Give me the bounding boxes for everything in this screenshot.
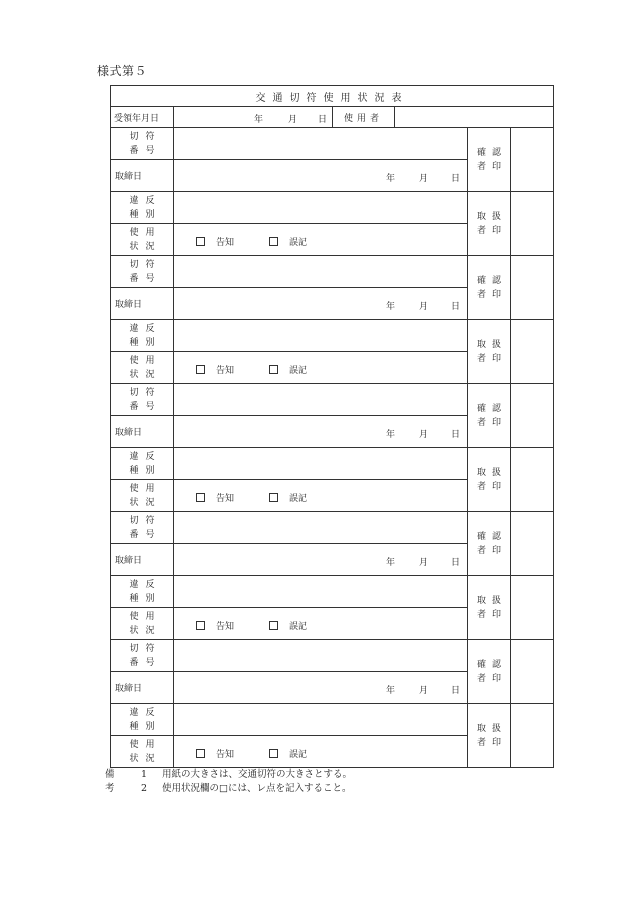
label-char: 用 (145, 355, 155, 366)
ticket-number-field[interactable] (174, 384, 468, 416)
confirmer-seal-label-line (468, 274, 510, 288)
label-char: 番 (129, 657, 139, 668)
label-char: 切 (129, 515, 139, 526)
month-label: 月 (419, 302, 429, 312)
user-field[interactable] (395, 107, 554, 128)
ticket-number-label-line (111, 144, 173, 158)
label-char: 印 (491, 225, 501, 236)
violation-type-label-line (111, 322, 173, 336)
label-char: 種 (129, 337, 139, 348)
received-month-label: 月 (288, 115, 298, 125)
ticket-number-label (111, 128, 174, 160)
label-char: 確 (476, 147, 486, 158)
violation-type-label-line (111, 464, 173, 478)
confirmer-seal-field[interactable] (511, 512, 554, 576)
handler-seal-field[interactable] (511, 448, 554, 512)
label-char: 切 (129, 259, 139, 270)
day-label: 日 (451, 558, 461, 568)
confirmer-seal-label-line (468, 658, 510, 672)
label-char: 状 (129, 625, 139, 636)
handler-seal-label-line (468, 210, 510, 224)
notify-option[interactable] (196, 619, 234, 632)
label-char: 反 (145, 451, 155, 462)
label-char: 者 (476, 289, 486, 300)
note-text: 用紙の大きさは、交通切符の大きさとする。 (162, 769, 353, 780)
label-char: 取 (476, 723, 486, 734)
label-char: 反 (145, 323, 155, 334)
label-char: 認 (491, 147, 501, 158)
received-date-field[interactable] (174, 107, 333, 128)
form-label: 様式第５ (97, 64, 148, 78)
error-option[interactable] (269, 747, 307, 760)
confiscation-date-label: 取締日 (111, 672, 174, 704)
handler-seal-label-line (468, 594, 510, 608)
violation-type-label-line (111, 720, 173, 734)
error-checkbox[interactable] (269, 749, 278, 758)
label-char: 別 (145, 465, 155, 476)
label-char: 印 (491, 161, 501, 172)
ticket-number-label-line (111, 400, 173, 414)
day-label: 日 (451, 174, 461, 184)
label-char: 者 (476, 353, 486, 364)
received-day-label: 日 (318, 115, 328, 125)
label-char: 反 (145, 195, 155, 206)
ticket-number-field[interactable] (174, 640, 468, 672)
label-char: 印 (491, 289, 501, 300)
notify-label: 告知 (216, 366, 235, 376)
label-char: 使 (129, 355, 139, 366)
label-char: 種 (129, 465, 139, 476)
confirmer-seal-label-line (468, 672, 510, 686)
label-char: 番 (129, 401, 139, 412)
notify-label: 告知 (216, 494, 235, 504)
label-char: 確 (476, 403, 486, 414)
label-char: 反 (145, 579, 155, 590)
label-char: 印 (491, 609, 501, 620)
label-char: 切 (129, 643, 139, 654)
notify-label: 告知 (216, 238, 235, 248)
label-char: 者 (476, 161, 486, 172)
month-label: 月 (419, 430, 429, 440)
label-char: 印 (491, 737, 501, 748)
label-char: 取 (476, 339, 486, 350)
year-label: 年 (386, 558, 396, 568)
label-char: 況 (145, 497, 155, 508)
label-char: 状 (129, 241, 139, 252)
handler-seal-label-line (468, 224, 510, 238)
violation-type-label (111, 192, 174, 224)
violation-type-label-line (111, 592, 173, 606)
violation-type-label (111, 704, 174, 736)
violation-type-label (111, 320, 174, 352)
label-char: 取 (476, 467, 486, 478)
label-char: 確 (476, 531, 486, 542)
label-char: 符 (145, 131, 155, 142)
confiscation-date-label: 取締日 (111, 416, 174, 448)
received-date-label: 受領年月日 (111, 107, 174, 128)
handler-seal-label-line (468, 736, 510, 750)
usage-status-label-line (111, 610, 173, 624)
label-char: 種 (129, 593, 139, 604)
label-char: 違 (129, 451, 139, 462)
notify-label: 告知 (216, 750, 235, 760)
ticket-number-field[interactable] (174, 512, 468, 544)
confiscation-date-field[interactable] (174, 160, 468, 192)
confirmer-seal-label-line (468, 146, 510, 160)
label-char: 号 (145, 657, 155, 668)
usage-status-label-line (111, 482, 173, 496)
received-year-label: 年 (254, 115, 264, 125)
confirmer-seal-label-line (468, 402, 510, 416)
label-char: 符 (145, 387, 155, 398)
ticket-number-label-line (111, 272, 173, 286)
violation-type-label-line (111, 194, 173, 208)
usage-status-label-line (111, 738, 173, 752)
handler-seal-label (468, 192, 511, 256)
label-char: 状 (129, 369, 139, 380)
label-char: 者 (476, 609, 486, 620)
day-label: 日 (451, 686, 461, 696)
error-label: 誤記 (289, 750, 308, 760)
label-char: 使 (129, 483, 139, 494)
usage-status-label-line (111, 752, 173, 766)
violation-type-field[interactable] (174, 448, 468, 480)
usage-status-label (111, 608, 174, 640)
label-char: 号 (145, 401, 155, 412)
handler-seal-field[interactable] (511, 192, 554, 256)
label-char: 印 (491, 353, 501, 364)
notify-checkbox[interactable] (196, 621, 205, 630)
confirmer-seal-label-line (468, 544, 510, 558)
ticket-number-label-line (111, 642, 173, 656)
ticket-number-label-line (111, 386, 173, 400)
label-char: 扱 (491, 723, 501, 734)
label-char: 者 (476, 225, 486, 236)
usage-status-field (174, 608, 468, 640)
error-label: 誤記 (289, 494, 308, 504)
confirmer-seal-label-line (468, 160, 510, 174)
confirmer-seal-label (468, 512, 511, 576)
handler-seal-label-line (468, 338, 510, 352)
handler-seal-field[interactable] (511, 704, 554, 768)
violation-type-label-line (111, 706, 173, 720)
label-char: 号 (145, 273, 155, 284)
confirmer-seal-field[interactable] (511, 128, 554, 192)
usage-status-table (110, 85, 554, 768)
label-char: 状 (129, 497, 139, 508)
notify-checkbox[interactable] (196, 365, 205, 374)
confiscation-date-field[interactable] (174, 544, 468, 576)
label-char: 扱 (491, 211, 501, 222)
note-number: 1 (141, 769, 148, 780)
error-option[interactable] (269, 363, 307, 376)
violation-type-label-line (111, 208, 173, 222)
table-title-text: 交通切符使用状況表 (255, 92, 409, 104)
error-label: 誤記 (289, 238, 308, 248)
handler-seal-label-line (468, 608, 510, 622)
violation-type-label-line (111, 578, 173, 592)
error-option[interactable] (269, 491, 307, 504)
usage-status-field (174, 224, 468, 256)
confiscation-date-field[interactable] (174, 672, 468, 704)
confirmer-seal-label-line (468, 288, 510, 302)
error-label: 誤記 (289, 366, 308, 376)
label-char: 用 (145, 227, 155, 238)
confirmer-seal-label (468, 128, 511, 192)
label-char: 用 (145, 739, 155, 750)
label-char: 印 (491, 545, 501, 556)
label-char: 況 (145, 753, 155, 764)
notify-checkbox[interactable] (196, 237, 205, 246)
label-char: 切 (129, 131, 139, 142)
confiscation-date-field[interactable] (174, 288, 468, 320)
label-char: 別 (145, 337, 155, 348)
label-char: 番 (129, 529, 139, 540)
day-label: 日 (451, 430, 461, 440)
year-label: 年 (386, 686, 396, 696)
handler-seal-label (468, 448, 511, 512)
violation-type-label-line (111, 450, 173, 464)
usage-status-label-line (111, 368, 173, 382)
confirmer-seal-field[interactable] (511, 256, 554, 320)
ticket-number-label (111, 512, 174, 544)
label-char: 者 (476, 417, 486, 428)
confiscation-date-label: 取締日 (111, 160, 174, 192)
label-char: 番 (129, 273, 139, 284)
violation-type-label (111, 448, 174, 480)
ticket-number-label-line (111, 130, 173, 144)
month-label: 月 (419, 686, 429, 696)
confirmer-seal-field[interactable] (511, 640, 554, 704)
label-char: 使 (129, 227, 139, 238)
label-char: 況 (145, 625, 155, 636)
usage-status-label-line (111, 354, 173, 368)
day-label: 日 (451, 302, 461, 312)
label-char: 扱 (491, 339, 501, 350)
notify-option[interactable] (196, 491, 234, 504)
label-char: 認 (491, 275, 501, 286)
label-char: 違 (129, 579, 139, 590)
label-char: 反 (145, 707, 155, 718)
confirmer-seal-field[interactable] (511, 384, 554, 448)
usage-status-label-line (111, 226, 173, 240)
label-char: 種 (129, 721, 139, 732)
usage-status-field (174, 736, 468, 768)
label-char: 切 (129, 387, 139, 398)
ticket-number-label (111, 640, 174, 672)
label-char: 号 (145, 529, 155, 540)
ticket-number-label (111, 384, 174, 416)
usage-status-label (111, 736, 174, 768)
label-char: 別 (145, 209, 155, 220)
usage-status-field (174, 480, 468, 512)
error-option[interactable] (269, 235, 307, 248)
notify-option[interactable] (196, 235, 234, 248)
violation-type-label (111, 576, 174, 608)
label-char: 確 (476, 659, 486, 670)
violation-type-field[interactable] (174, 704, 468, 736)
label-char: 種 (129, 209, 139, 220)
year-label: 年 (386, 174, 396, 184)
month-label: 月 (419, 558, 429, 568)
ticket-number-field[interactable] (174, 256, 468, 288)
usage-status-label (111, 224, 174, 256)
notify-option[interactable] (196, 363, 234, 376)
label-char: 扱 (491, 595, 501, 606)
error-label: 誤記 (289, 622, 308, 632)
notify-checkbox[interactable] (196, 749, 205, 758)
notify-checkbox[interactable] (196, 493, 205, 502)
confiscation-date-label: 取締日 (111, 544, 174, 576)
label-char: 確 (476, 275, 486, 286)
error-checkbox[interactable] (269, 621, 278, 630)
handler-seal-label (468, 576, 511, 640)
label-char: 者 (476, 481, 486, 492)
label-char: 印 (491, 673, 501, 684)
error-checkbox[interactable] (269, 365, 278, 374)
error-checkbox[interactable] (269, 493, 278, 502)
confirmer-seal-label (468, 384, 511, 448)
month-label: 月 (419, 174, 429, 184)
label-char: 認 (491, 659, 501, 670)
notify-label: 告知 (216, 622, 235, 632)
violation-type-field[interactable] (174, 320, 468, 352)
violation-type-field[interactable] (174, 576, 468, 608)
label-char: 用 (145, 611, 155, 622)
ticket-number-label-line (111, 258, 173, 272)
ticket-number-label-line (111, 528, 173, 542)
label-char: 取 (476, 211, 486, 222)
label-char: 符 (145, 643, 155, 654)
label-char: 番 (129, 145, 139, 156)
usage-status-label-line (111, 624, 173, 638)
usage-status-label (111, 352, 174, 384)
notes-heading: 備考 (105, 769, 115, 794)
usage-status-field (174, 352, 468, 384)
handler-seal-label (468, 704, 511, 768)
label-char: 違 (129, 323, 139, 334)
confirmer-seal-label (468, 256, 511, 320)
label-char: 使 (129, 611, 139, 622)
label-char: 用 (145, 483, 155, 494)
label-char: 者 (476, 737, 486, 748)
label-char: 別 (145, 721, 155, 732)
confiscation-date-label: 取締日 (111, 288, 174, 320)
label-char: 符 (145, 515, 155, 526)
handler-seal-label (468, 320, 511, 384)
error-checkbox[interactable] (269, 237, 278, 246)
violation-type-label-line (111, 336, 173, 350)
notify-option[interactable] (196, 747, 234, 760)
label-char: 認 (491, 531, 501, 542)
ticket-number-label-line (111, 514, 173, 528)
usage-status-label-line (111, 496, 173, 510)
label-char: 号 (145, 145, 155, 156)
label-char: 者 (476, 545, 486, 556)
note-text: 使用状況欄の□には、レ点を記入すること。 (162, 783, 352, 794)
error-option[interactable] (269, 619, 307, 632)
year-label: 年 (386, 302, 396, 312)
handler-seal-label-line (468, 352, 510, 366)
year-label: 年 (386, 430, 396, 440)
ticket-number-label-line (111, 656, 173, 670)
label-char: 別 (145, 593, 155, 604)
usage-status-label-line (111, 240, 173, 254)
ticket-number-field[interactable] (174, 128, 468, 160)
handler-seal-label-line (468, 466, 510, 480)
label-char: 者 (476, 673, 486, 684)
confiscation-date-field[interactable] (174, 416, 468, 448)
confirmer-seal-label-line (468, 530, 510, 544)
label-char: 違 (129, 707, 139, 718)
label-char: 況 (145, 369, 155, 380)
user-label: 使用者 (333, 107, 395, 128)
label-char: 印 (491, 481, 501, 492)
ticket-number-label (111, 256, 174, 288)
confirmer-seal-label-line (468, 416, 510, 430)
note-number: 2 (141, 783, 148, 794)
handler-seal-label-line (468, 722, 510, 736)
label-char: 使 (129, 739, 139, 750)
label-char: 況 (145, 241, 155, 252)
violation-type-field[interactable] (174, 192, 468, 224)
handler-seal-label-line (468, 480, 510, 494)
label-char: 状 (129, 753, 139, 764)
label-char: 認 (491, 403, 501, 414)
label-char: 扱 (491, 467, 501, 478)
table-title (111, 86, 554, 107)
label-char: 取 (476, 595, 486, 606)
confirmer-seal-label (468, 640, 511, 704)
handler-seal-field[interactable] (511, 320, 554, 384)
usage-status-label (111, 480, 174, 512)
label-char: 違 (129, 195, 139, 206)
label-char: 符 (145, 259, 155, 270)
label-char: 印 (491, 417, 501, 428)
handler-seal-field[interactable] (511, 576, 554, 640)
